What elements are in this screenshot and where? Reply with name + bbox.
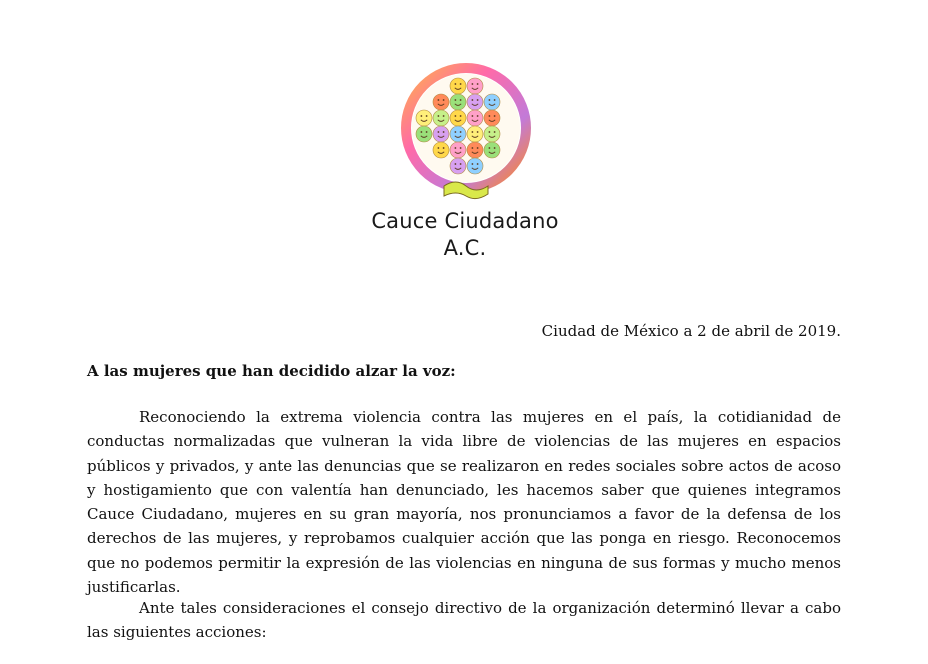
smiley-face-icon	[450, 94, 466, 110]
organization-logo	[370, 58, 560, 268]
smiley-face-icon	[467, 158, 483, 174]
letter-salutation: A las mujeres que han decidido alzar la voz:	[87, 362, 456, 380]
smiley-face-icon	[467, 94, 483, 110]
smiley-face-icon	[484, 142, 500, 158]
smiley-circle-logo-icon	[396, 58, 536, 208]
smiley-face-icon	[416, 126, 432, 142]
smiley-face-icon	[450, 158, 466, 174]
letter-date: Ciudad de México a 2 de abril de 2019.	[541, 322, 841, 340]
smiley-face-icon	[467, 110, 483, 126]
organization-suffix: A.C.	[443, 236, 487, 260]
smiley-face-icon	[433, 126, 449, 142]
smiley-face-icon	[467, 142, 483, 158]
smiley-face-icon	[484, 126, 500, 142]
smiley-face-icon	[467, 78, 483, 94]
smiley-face-icon	[484, 110, 500, 126]
smiley-face-icon	[433, 94, 449, 110]
smiley-face-icon	[484, 94, 500, 110]
letter-paragraph: Reconociendo la extrema violencia contra las mujeres en el país, la cotidianidad de conductas normalizadas que vulneran la vida libre de violencias de las mujeres en espacios públicos y privados, y ante las denuncias que se realizaron en redes sociales sobre actos de acoso y hostigamiento que con valentía han denunciado, les hacemos saber que quienes integramos Cauce Ciudadano, mujeres en su gran mayoría, nos pronunciamos a favor de la defensa de los derechos de las mujeres, y reprobamos cualquier acción que las ponga en riesgo. Reconocemos que no podemos permitir la expresión de las violencias en ninguna de sus formas y mucho menos justificarlas.	[87, 408, 841, 597]
letter-paragraph: Ante tales consideraciones el consejo directivo de la organización determinó llevar a cabo las siguientes acciones:	[87, 599, 841, 642]
smiley-face-icon	[450, 78, 466, 94]
organization-name: Cauce Ciudadano	[371, 209, 559, 233]
smiley-face-icon	[450, 142, 466, 158]
smiley-face-icon	[467, 126, 483, 142]
smiley-face-icon	[433, 142, 449, 158]
smiley-face-icon	[450, 126, 466, 142]
smiley-face-icon	[416, 110, 432, 126]
smiley-face-icon	[450, 110, 466, 126]
smiley-face-icon	[433, 110, 449, 126]
